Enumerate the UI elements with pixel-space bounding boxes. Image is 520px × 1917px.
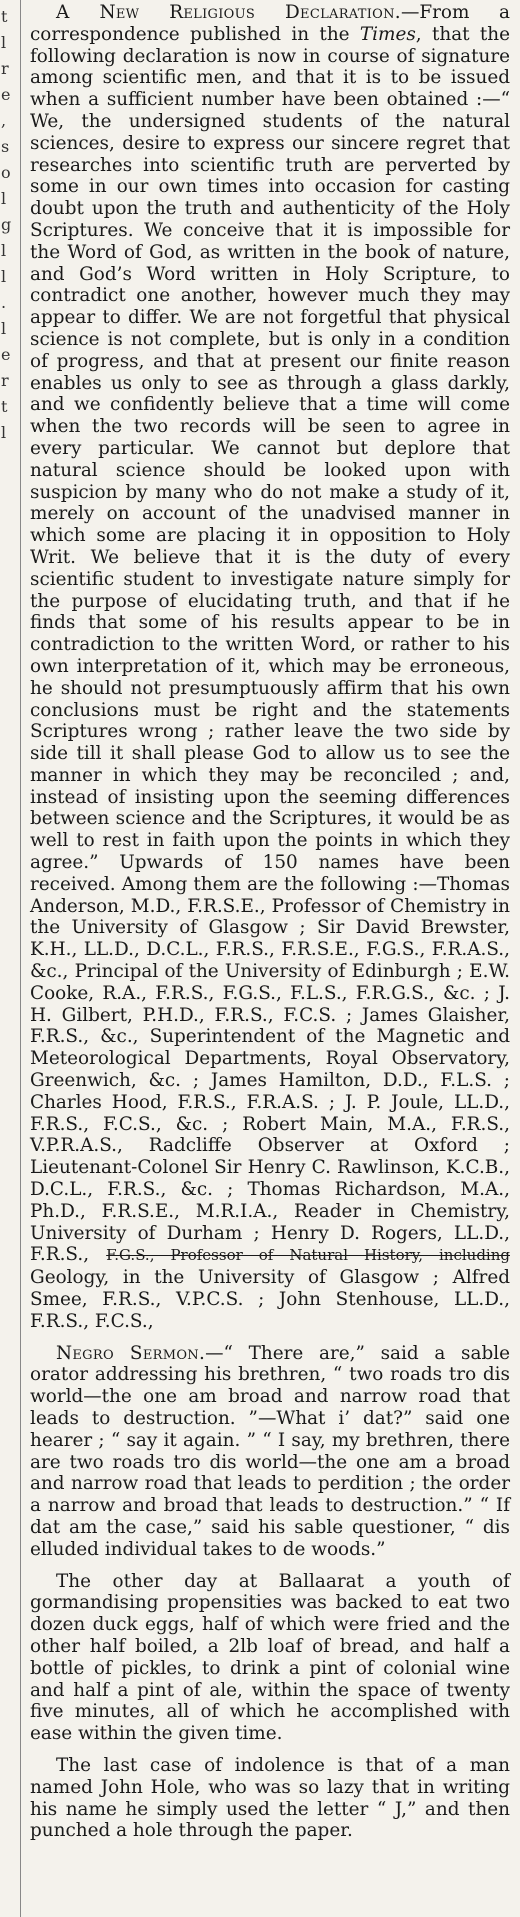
margin-fragment: l xyxy=(1,319,7,338)
margin-fragment: . xyxy=(1,293,7,312)
text-column xyxy=(24,0,514,1852)
left-column-fragments xyxy=(0,4,14,764)
margin-fragment: g xyxy=(1,215,12,234)
article-religious-declaration xyxy=(30,2,510,1333)
margin-fragment: l xyxy=(1,33,7,52)
article-text: —“ There are,” said a sable orator addressing his brethren, “ two roads tro dis world—the one am broad and narrow road that leads to destruction. ”—What i’ dat?” said one hearer ; “ say it again. ” “ I say, my brethren, there are two roads tro dis world—the one am a broad and narrow road that leads to perdition ; the order a narrow and broad that leads to destruction.” “ If dat am the case,” said his sable questioner, “ dis elluded individual takes to de woods.” xyxy=(30,1342,510,1560)
margin-fragment: r xyxy=(1,371,9,390)
article-text: , that the following declaration is now in course of signature among scientific men, and that it is to be issued when a sufficient number have been obtained :—“ We, the undersigned students of the natural sciences, desire to express our sincere regret that researches into scientific truth are perverted by some in our own times into occasion for casting doubt upon the truth and authenticity of the Holy Scriptures. We conceive that it is impossible for the Word of God, as written in the book of nature, and God’s Word written in Holy Scripture, to contradict one another, however much they may appear to differ. We are not forgetful that physical science is not complete, but is only in a condition of progress, and that at present our finite reason enables us only to see as through a glass darkly, and we confidently believe that a time will come when the two records will be seen to agree in every particular. We cannot but deplore that natural science should be looked upon with suspicion by many who do not make a study of it, merely on account of the unadvised manner in which some are placing it in opposition to Holy Writ. We believe that it is the duty of every scientific student to investigate nature simply for the purpose of elucidating truth, and that if he finds that some of his results appear to be in contradiction to the written Word, or rather to his own interpretation of it, which may be erroneous, he should not presumptuously affirm that his own conclusions must be right and the statements Scriptures wrong ; rather leave the two side by side till it shall please God to allow us to see the manner in which they may be reconciled ; and, instead of insisting upon the seeming differences between science and the Scriptures, it would be as well to rest in faith upon the points in which they agree.” Upwards of 150 names have been received. Among them are the following :—Thomas Anderson, M.D., F.R.S.E., Professor of Chemistry in the University of Glasgow ; Sir David Brewster, K.H., LL.D., D.C.L., F.R.S., F.R.S.E., F.G.S., F.R.A.S., &c., Principal of the University of Edinburgh ; E.W. Cooke, R.A., F.R.S., F.G.S., F.L.S., F.R.G.S., &c. ; J. H. Gilbert, P.H.D., F.R.S., F.C.S. ; James Glaisher, F.R.S., &c., Superintendent of the Magnetic and Meteorological Departments, Royal Observatory, Greenwich, &c. ; James Hamilton, D.D., F.L.S. ; Charles Hood, F.R.S., F.R.A.S. ; J. P. Joule, LL.D., F.R.S., F.C.S., &c. ; Robert Main, M.A., F.R.S., V.P.R.A.S., Radcliffe Observer at Oxford ; Lieutenant-Colonel Sir Henry C. Rawlinson, K.C.B., D.C.L., F.R.S., &c. ; Thomas Richardson, M.A., Ph.D., F.R.S.E., M.R.I.A., Reader in Chemistry, University of Durham ; Henry D. Rogers, LL.D., F.R.S., xyxy=(30,23,510,1266)
article-text: The last case of indolence is that of a man named John Hole, who was so lazy that in writing his name he simply used the letter “ J,” and then punched a hole through the paper. xyxy=(30,1754,510,1842)
article-john-hole xyxy=(30,1755,510,1842)
article-ballaarat-youth xyxy=(30,1571,510,1745)
article-lead: Negro Sermon. xyxy=(56,1342,206,1364)
article-lead: A New Religious Declaration. xyxy=(56,2,401,23)
margin-fragment: e xyxy=(1,85,11,104)
margin-fragment: r xyxy=(1,59,9,78)
margin-fragment: e xyxy=(1,345,11,364)
article-text: The other day at Ballaarat a youth of gormandising propensities was backed to eat two dozen duck eggs, half of which were fried and the other half boiled, a 2lb loaf of bread, and half a bottle of pickles, to drink a pint of colonial wine and half a pint of ale, within the space of twenty five minutes, all of which he accomplished with ease within the given time. xyxy=(30,1570,510,1745)
margin-fragment: l xyxy=(1,189,7,208)
margin-fragment: l xyxy=(1,241,7,260)
struck-through-line: F.G.S., Professor of Natural History, including xyxy=(106,1246,510,1265)
margin-fragment: s xyxy=(1,137,10,156)
margin-fragment: l xyxy=(1,267,7,286)
margin-fragment: t xyxy=(1,7,8,26)
article-negro-sermon xyxy=(30,1343,510,1561)
article-text: —From a correspondence published in the xyxy=(30,2,510,45)
article-text: Geology, in the University of Glasgow ; Alfred Smee, F.R.S., V.P.C.S. ; John Stenhouse, LL.D., F.R.S., F.C.S., xyxy=(30,1267,510,1332)
margin-fragment: o xyxy=(1,163,11,182)
margin-fragment: l xyxy=(1,423,7,442)
margin-fragment: , xyxy=(1,111,7,130)
margin-fragment: t xyxy=(1,397,8,416)
column-rule xyxy=(20,0,21,1917)
newspaper-name: Times xyxy=(359,23,416,45)
